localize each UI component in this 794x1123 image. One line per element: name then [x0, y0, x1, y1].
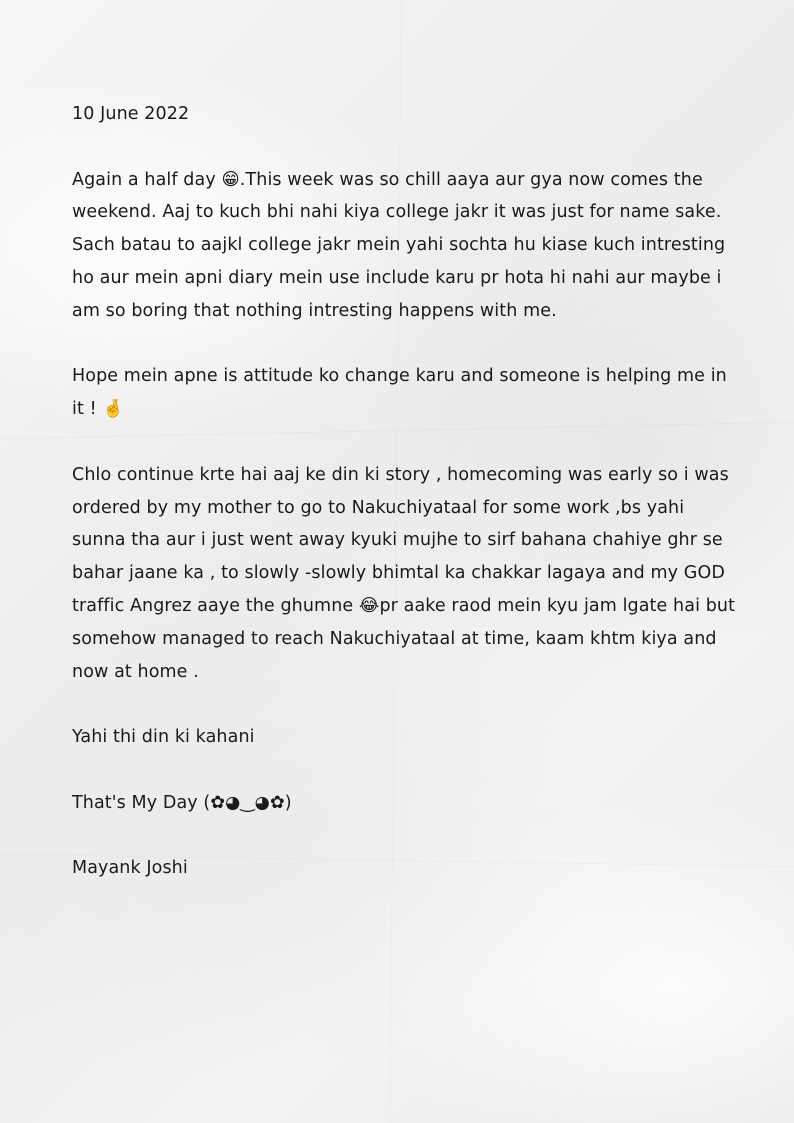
closing-line: Yahi thi din ki kahani [72, 727, 255, 748]
paragraph-half-day: Again a half day 😁.This week was so chill aaya aur gya now comes the weekend. Aaj to kuch bhi nahi kiya college jakr it was just for name sake. Sach batau to aajkl college jakr mein yahi sochta hu kiase kuch intresting ho aur mein apni diary mein use include karu pr hota hi nahi aur maybe i am so boring that nothing intresting happens with me. [72, 169, 726, 321]
diary-entry [72, 98, 737, 918]
author-name: Mayank Joshi [72, 858, 188, 879]
paragraph-attitude: Hope mein apne is attitude ko change karu and someone is helping me in it ! 🤞 [72, 366, 727, 420]
paragraph-story: Chlo continue krte hai aaj ke din ki story , homecoming was early so i was ordered by my mother to go to Nakuchiyataal for some work ,bs yahi sunna tha aur i just went away kyuki mujhe to sirf bahana chahiye ghr se bahar jaane ka , to slowly -slowly bhimtal ka chakkar lagaya and my GOD traffic Angrez aaye the ghumne 😂pr aake raod mein kyu jam lgate hai but somehow managed to reach Nakuchiyataal at time, kaam khtm kiya and now at home . [72, 464, 736, 682]
sign-off: That's My Day (✿◕‿◕✿) [72, 792, 292, 813]
entry-date: 10 June 2022 [72, 104, 190, 124]
